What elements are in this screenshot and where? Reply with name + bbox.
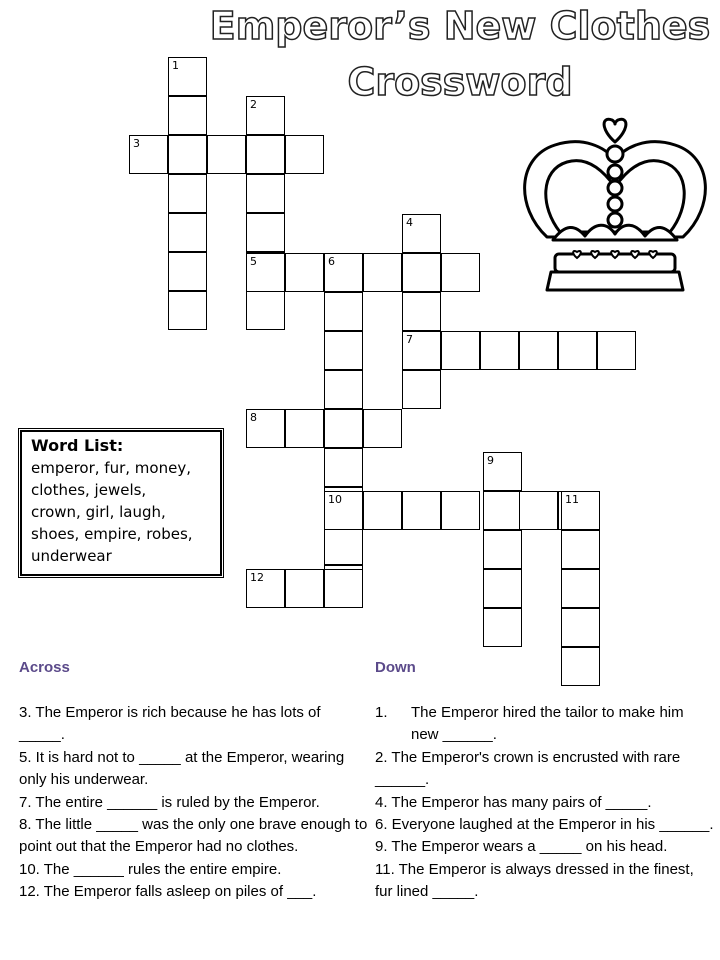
across-heading: Across <box>19 659 70 676</box>
grid-cell <box>402 331 441 370</box>
clue-number: 8 <box>250 411 257 424</box>
grid-cell <box>402 253 441 292</box>
grid-cell <box>324 253 363 292</box>
grid-cell <box>324 331 363 370</box>
grid-cell <box>246 409 285 448</box>
grid-cell <box>168 174 207 213</box>
down-clues <box>375 702 715 904</box>
clue-across-7: 7. The entire ______ is ruled by the Emperor. <box>19 793 320 811</box>
clue-number: 4 <box>406 216 413 229</box>
clue-across-8: 8. The little _____ was the only one brave enough to point out that the Emperor had no clothes. <box>19 816 368 856</box>
grid-cell <box>597 331 636 370</box>
grid-cell <box>246 174 285 213</box>
word-list-line: clothes, jewels, <box>31 481 147 499</box>
grid-cell <box>324 491 363 530</box>
grid-cell <box>324 569 363 608</box>
word-list-line: crown, girl, laugh, <box>31 503 166 521</box>
grid-cell <box>168 135 207 174</box>
grid-cell <box>324 370 363 409</box>
grid-cell <box>168 213 207 252</box>
grid-cell <box>285 135 324 174</box>
clue-number: 11 <box>565 493 579 506</box>
grid-cell <box>483 569 522 608</box>
word-list-line: emperor, fur, money, <box>31 459 191 477</box>
down-heading: Down <box>375 659 416 676</box>
clue-across-3: 3. The Emperor is rich because he has lots of _____. <box>19 704 321 744</box>
grid-cell <box>483 452 522 491</box>
clue-number: 1 <box>172 59 179 72</box>
grid-cell <box>168 57 207 96</box>
grid-cell <box>561 569 600 608</box>
grid-cell <box>441 253 480 292</box>
grid-cell <box>441 331 480 370</box>
word-list-title: Word List: <box>31 436 124 455</box>
word-list-line: underwear <box>31 547 112 565</box>
grid-cell <box>402 370 441 409</box>
clue-down-11: 11. The Emperor is always dressed in the finest, fur lined _____. <box>375 860 694 901</box>
grid-cell <box>246 569 285 608</box>
grid-cell <box>441 491 480 530</box>
grid-cell <box>483 530 522 569</box>
grid-cell <box>129 135 168 174</box>
grid-cell <box>168 291 207 330</box>
grid-cell <box>285 253 324 292</box>
clue-across-5: 5. It is hard not to _____ at the Emperor, wearing only his underwear. <box>19 748 345 789</box>
grid-cell <box>483 491 522 530</box>
grid-cell <box>246 135 285 174</box>
grid-cell <box>207 135 246 174</box>
grid-cell <box>363 491 402 530</box>
title-line-2: Crossword <box>347 60 573 104</box>
grid-cell <box>324 448 363 487</box>
grid-cell <box>402 292 441 331</box>
grid-cell <box>519 331 558 370</box>
clue-across-12: 12. The Emperor falls asleep on piles of ___. <box>19 883 317 901</box>
clue-number: 5 <box>250 255 257 268</box>
clue-down-9: 9. The Emperor wears a _____ on his head. <box>375 838 668 856</box>
grid-cell <box>246 96 285 135</box>
across-clues <box>19 702 369 904</box>
clue-number: 7 <box>406 333 413 346</box>
clue-number: 9 <box>487 454 494 467</box>
clue-down-1-text: The Emperor hired the tailor to make him new ______. <box>411 704 684 744</box>
grid-cell <box>246 291 285 330</box>
grid-cell <box>483 608 522 647</box>
clue-number: 3 <box>133 137 140 150</box>
grid-cell <box>285 409 324 448</box>
clue-down-4: 4. The Emperor has many pairs of _____. <box>375 793 652 811</box>
clue-number: 12 <box>250 571 264 584</box>
grid-cell <box>561 530 600 569</box>
clue-across-10: 10. The ______ rules the entire empire. <box>19 860 282 878</box>
crown-icon <box>515 112 715 302</box>
clue-number: 6 <box>328 255 335 268</box>
grid-cell <box>168 96 207 135</box>
word-list-body <box>31 457 211 567</box>
word-list-line: shoes, empire, robes, <box>31 525 193 543</box>
grid-cell <box>168 252 207 291</box>
grid-cell <box>519 491 558 530</box>
grid-cell <box>561 647 600 686</box>
grid-cell <box>324 526 363 565</box>
word-list-box <box>18 428 224 578</box>
title-line-1: Emperor’s New Clothes <box>209 4 711 48</box>
clue-number: 10 <box>328 493 342 506</box>
grid-cell <box>402 214 441 253</box>
grid-cell <box>246 213 285 252</box>
clue-down-6: 6. Everyone laughed at the Emperor in his ______. <box>375 816 714 834</box>
grid-cell <box>561 608 600 647</box>
grid-cell <box>324 292 363 331</box>
clue-down-1-number: 1. <box>375 704 388 721</box>
grid-cell <box>324 409 363 448</box>
grid-cell <box>558 331 597 370</box>
clue-number: 2 <box>250 98 257 111</box>
grid-cell <box>480 331 519 370</box>
clue-down-1 <box>375 702 715 747</box>
grid-cell <box>363 253 402 292</box>
grid-cell <box>561 491 600 530</box>
grid-cell <box>246 253 285 292</box>
clue-down-2: 2. The Emperor's crown is encrusted with rare ______. <box>375 748 681 789</box>
grid-cell <box>402 491 441 530</box>
grid-cell <box>285 569 324 608</box>
grid-cell <box>363 409 402 448</box>
